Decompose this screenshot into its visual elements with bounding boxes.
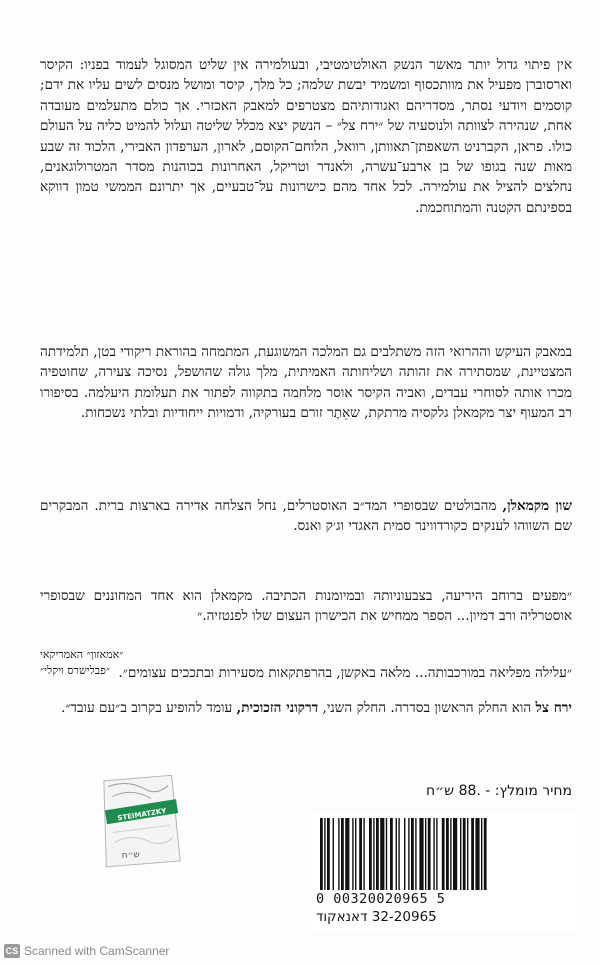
barcode-bar (425, 818, 426, 890)
barcode-bar (363, 818, 364, 890)
barcode-bar (481, 818, 482, 890)
barcode-bar (436, 818, 437, 890)
barcode-bar (475, 818, 479, 890)
review-quote-1-source: ״אמאזון״ האמריקאי (40, 648, 124, 661)
barcode-bar (390, 818, 393, 890)
barcode-bar (396, 818, 397, 890)
camscanner-logo-icon: CS (5, 946, 19, 956)
barcode-bar (408, 818, 409, 890)
camscanner-text: Scanned with CamScanner (24, 944, 170, 958)
barcode-bar (404, 818, 405, 890)
barcode-bar (386, 818, 387, 890)
series-paragraph (40, 698, 572, 718)
barcode-bar (446, 818, 449, 890)
sticker-brand: STEIMATZKY (116, 806, 167, 823)
series-title-2: דרקוני הזכוכית, (236, 700, 319, 716)
series-text-b: עומד להופיע בקרוב ב״עם עובד״. (60, 700, 237, 716)
barcode-bar (442, 818, 445, 890)
barcode-bar (355, 818, 356, 890)
blurb-paragraph-1 (40, 55, 572, 218)
barcode-bar (398, 818, 399, 890)
barcode-bar (359, 818, 362, 890)
author-paragraph (40, 496, 572, 537)
price-sticker (98, 773, 183, 869)
camscanner-watermark (4, 944, 169, 958)
barcode-bar (324, 818, 325, 890)
recommended-price: מחיר מומלץ: - .88 ש״ח (426, 783, 572, 799)
barcode-bar (471, 818, 474, 890)
barcode-bar (419, 818, 423, 890)
barcode-bar (463, 818, 466, 890)
barcode-bar (453, 818, 457, 890)
review-quote-1 (40, 586, 572, 627)
blurb-paragraph-2 (40, 342, 572, 424)
author-bio: מהבולטים שבסופרי המד״ב האוסטרלים, נחל הצלחה אדירה בארצות ברית. המבקרים שם השווהו לענקים כקורדווינר סמית האגדי וג׳ק ואנס. (40, 498, 572, 535)
barcode-bar (369, 818, 372, 890)
barcode-bar (450, 818, 451, 890)
danacode-number: 32-20965 דאנאקוד (316, 909, 437, 925)
barcode-bar (376, 818, 379, 890)
barcode-bar (327, 818, 330, 890)
barcode-bar (460, 818, 461, 890)
barcode-bar (345, 818, 349, 890)
review-quote-2-source: ״פבלישרס ויקלי״ (40, 664, 111, 677)
blurb-text-2: במאבק העיקש וההרואי הזה משתלבים גם המלכה המשוגעת, המתמחה בהוראת ריקודי בטן, תלמידתה המצטיינת, שמסתירה את זהותה ושליחותה האמיתית, מלך גולה שהושפל, נסיכה צעירה, שחוטפיה מכרו אותה לסוחרי עבדים, ואביה הקיסר אוסר מלחמה בתקווה לפתור את תעלומת היעלמה. בסיפורו רב המעוף יצר מקמאלן גלקסיה מרתקת, שאֵתֶר זורם בעורקיה, ודמויות ייחודיות ובלתי נשכחות. (40, 344, 572, 422)
barcode-bar (428, 818, 431, 890)
barcode-bar (467, 818, 468, 890)
barcode-bar (373, 818, 374, 890)
barcode-bar (411, 818, 414, 890)
sticker-note: ש״ח (121, 850, 141, 861)
barcode-number: 0 00320020965 5 (316, 891, 446, 907)
barcode-bar (415, 818, 416, 890)
barcode-bar (320, 818, 323, 890)
barcode-bar (433, 818, 434, 890)
barcode-bar (338, 818, 339, 890)
barcode-bar (380, 818, 384, 890)
series-title-1: ירח צל (535, 700, 572, 716)
review-quote-2-text: ״עלילה מפליאה במורכבותה... מלאה באקשן, בהרפתקאות מסעירות ובתככים עצומים״. (118, 665, 572, 681)
barcode-bar (352, 818, 353, 890)
barcode-bar (333, 818, 334, 890)
review-quote-1-text: ״מפעים ברוחב היריעה, בצבעוניותה ובמיומנות הכתיבה. מקמאלן הוא אחד המחוננים שבסופרי אוסטרליה ורב דמיון... הספר ממחיש את הכישרון העצום שלו לפנטזיה.״ (40, 588, 572, 625)
barcode-graphic (316, 818, 562, 890)
review-quote-2 (40, 663, 572, 683)
barcode-bar (341, 818, 344, 890)
series-text-a: הוא החלק הראשון בסדרה. החלק השני, (318, 700, 536, 716)
blurb-text-1: אין פיתוי גדול יותר מאשר הנשק האולטימטיבי, ובעולמירה אין שליט המסוגל לעמוד בפניו: הקיסר וארסוברן מפעיל את מוותכסוף ומשמיד יבשת שלמה; כל מלך, קיסר ומושל מנסים לשים עליו את ידם; קוסמים ויודעי נסתר, מסדריהם ואגודותיהם מצטרפים למאבק האכזרי. אך כולם מתעלמים מעובדה אחת, שנהירה לצוותה ולנוסעיה של ״ירח צל״ – הנשק יצא מכלל שליטה ועלול להמיט כליה על העולם כולו. פראן, הקברניט השאפתן־תאוותן, רוואל, הלוחם־הקוסם, לארון, הערפדון האבירי, הלכוד זה שבע מאות שנה בגופו של בן ארבע־עשרה, ולאנדר וטריקל, האחרונות בכוהנות מסדר המטרולוגאנים, נחלצים להציל את עולמירה. לכל אחד מהם כישרונות על־טבעיים, אך יתרונם הממשי טמון דווקא בספינתם הקטנה והמתוחכמת. (40, 57, 572, 216)
barcode-bar (484, 818, 487, 890)
author-name: שון מקמאלן, (502, 498, 572, 514)
